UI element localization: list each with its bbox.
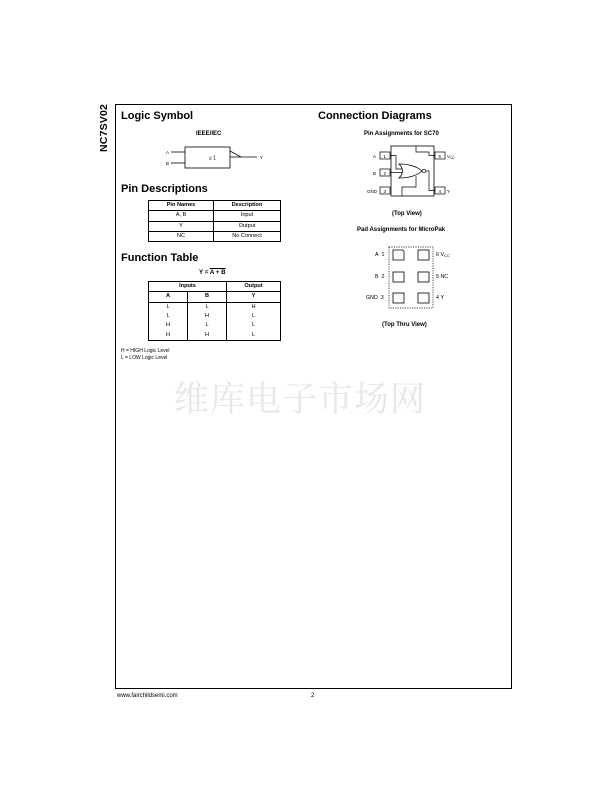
micropak-pad-gnd-label: GND 3: [366, 295, 384, 301]
sc70-pin-y-label: Y: [447, 189, 451, 194]
table-row: L L H: [149, 302, 281, 312]
logic-input-b: B: [166, 161, 170, 166]
sc70-title: Pin Assignments for SC70: [364, 131, 439, 137]
micropak-view-label: (Top Thru View): [382, 322, 427, 328]
inputs-header: Inputs: [149, 282, 227, 292]
watermark-text: 维库电子市场网: [174, 380, 427, 420]
micropak-pad-vcc-label: 6 VCC: [436, 252, 450, 258]
table-row: L H L: [149, 312, 281, 321]
table-row: H L L: [149, 321, 281, 330]
connection-diagrams-title: Connection Diagrams: [318, 110, 432, 122]
sc70-pin-vcc-label: $V_{CC}$: [447, 154, 455, 161]
micropak-pad-2: [393, 272, 404, 282]
logic-symbol-diagram: [160, 142, 270, 174]
logic-output-y: Y: [260, 155, 264, 160]
svg-text:2: 2: [383, 171, 387, 176]
pin-descriptions-title: Pin Descriptions: [121, 183, 208, 195]
sc70-view-label: (Top View): [392, 211, 422, 217]
table-row: H H L: [149, 330, 281, 340]
svg-text:1: 1: [383, 154, 387, 159]
micropak-package: [388, 246, 434, 309]
logic-symbol-box: [185, 147, 230, 168]
logic-symbol-title: Logic Symbol: [121, 110, 194, 122]
low-level-note: L = LOW Logic Level: [121, 355, 168, 361]
svg-text:4: 4: [438, 189, 442, 194]
micropak-pad-6: [418, 250, 429, 260]
part-number-side-title: NC7SV02: [98, 103, 110, 152]
footer-website-link[interactable]: www.fairchildsemi.com: [117, 693, 178, 699]
svg-text:3: 3: [383, 189, 387, 194]
sc70-pin-gnd-label: GND: [367, 189, 377, 194]
micropak-outline: [389, 247, 433, 308]
output-inversion-line: [230, 151, 257, 157]
micropak-pad-b-label: B 2: [375, 274, 385, 280]
table-row: Y Output: [149, 221, 281, 231]
micropak-pad-nc-label: 5 NC: [436, 274, 449, 280]
micropak-pad-a-label: A 1: [375, 252, 385, 258]
ieee-iec-label: IEEE/IEC: [196, 131, 222, 137]
micropak-pad-4: [418, 293, 429, 303]
high-level-note: H = HIGH Logic Level: [121, 348, 170, 354]
nor-gate-symbol: [399, 164, 422, 178]
output-header: Output: [227, 282, 281, 292]
footer-page-number: 2: [311, 693, 315, 699]
table-row: NC No Connect: [149, 231, 281, 241]
table-row: A, B Input: [149, 211, 281, 221]
nor-function-mark: ≥ 1: [209, 155, 216, 162]
sc70-pin-b-label: B: [373, 171, 377, 176]
function-table: Inputs Output A B Y L L H L H L H L L H H L: [148, 281, 281, 341]
micropak-pad-y-label: 4 Y: [436, 295, 444, 301]
micropak-pad-5: [418, 272, 429, 282]
sc70-pinout-diagram: [358, 143, 468, 201]
description-header: Description: [214, 201, 281, 211]
pin-descriptions-table: [148, 200, 281, 242]
micropak-title: Pad Assignments for MicroPak: [357, 227, 446, 233]
micropak-pad-3: [393, 293, 404, 303]
micropak-pad-1: [393, 250, 404, 260]
svg-text:5: 5: [438, 154, 442, 159]
logic-input-a: A: [166, 150, 170, 155]
function-table-title: Function Table: [121, 252, 199, 264]
sc70-pin-a-label: A: [373, 154, 377, 159]
pin-names-header: Pin Names: [149, 201, 214, 211]
function-equation: Y = A + B: [199, 269, 226, 276]
